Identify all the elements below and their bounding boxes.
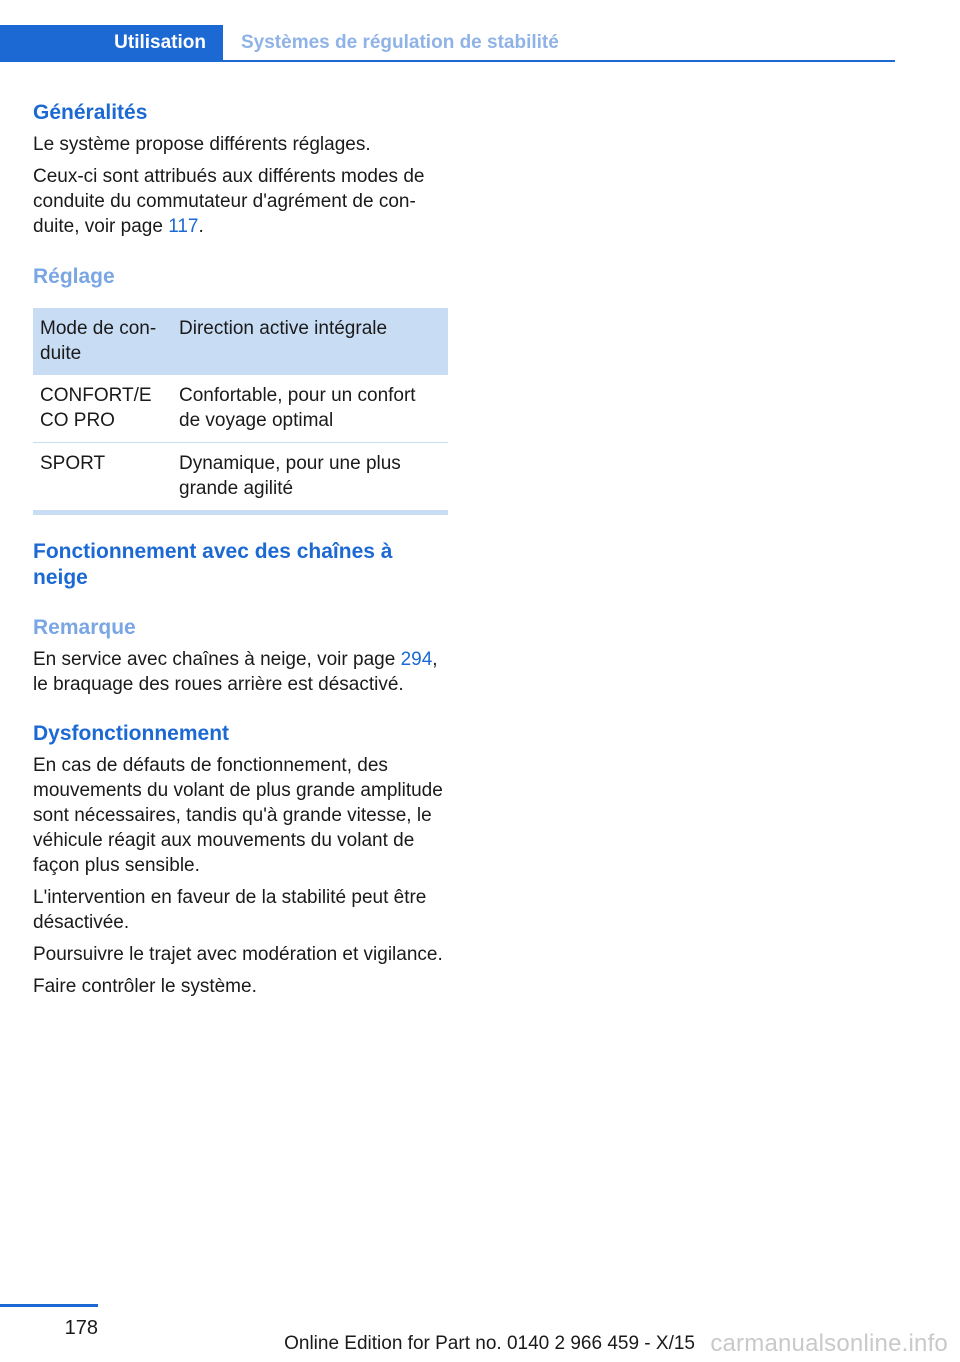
heading-generalites: Généralités <box>33 101 148 124</box>
watermark: carmanualsonline.info <box>710 1330 948 1357</box>
paragraph: Le système propose différents réglages. <box>33 134 371 155</box>
heading-reglage: Réglage <box>33 265 115 288</box>
heading-remarque: Remarque <box>33 616 136 639</box>
heading-dysfonctionnement: Dysfonctionnement <box>33 722 230 745</box>
table-cell: Confortable, pour un confort de voyage optimal <box>179 385 416 431</box>
table-row <box>33 443 448 513</box>
page-link-294[interactable]: 294 <box>400 649 433 670</box>
header-rule <box>0 60 895 62</box>
footer-rule <box>0 1304 98 1307</box>
settings-table <box>33 308 448 515</box>
paragraph: En service avec chaînes à neige, voir page 294, le braquage des roues arrière est désactivé. <box>33 649 438 695</box>
page-number: 178 <box>64 1317 98 1339</box>
table-cell: Dynamique, pour une plus grande agilité <box>179 453 401 499</box>
page-content <box>33 100 448 999</box>
table-header-cell: Mode de conduite <box>40 318 157 364</box>
paragraph: En cas de défauts de fonctionnement, des mouvements du volant de plus grande amplitude sont nécessaires, tandis qu'à grande vitesse, le véhicule réagit aux mouvements du volant de façon plus sensible. <box>33 755 443 876</box>
paragraph: Poursuivre le trajet avec modération et vigilance. <box>33 944 443 965</box>
paragraph: Faire contrôler le système. <box>33 976 257 997</box>
paragraph: Ceux-ci sont attribués aux différents modes de conduite du commutateur d'agrément de conduite, voir page 117. <box>33 166 425 237</box>
section-tab[interactable]: Utilisation <box>0 25 223 61</box>
table-header-row <box>33 308 448 375</box>
table-cell: SPORT <box>40 453 106 474</box>
page-header <box>0 25 895 63</box>
edition-note: Online Edition for Part no. 0140 2 966 459 - X/15 <box>284 1333 695 1354</box>
table-header-cell: Direction active intégrale <box>179 318 388 339</box>
paragraph: L'intervention en faveur de la stabilité peut être désactivée. <box>33 887 427 933</box>
heading-chaines: Fonctionnement avec des chaînes à neige <box>33 540 393 589</box>
table-row <box>33 375 448 443</box>
table-cell: CONFORT/E CO PRO <box>40 385 152 431</box>
chapter-title: Systèmes de régulation de stabilité <box>241 32 559 53</box>
page-link-117[interactable]: 117 <box>168 216 199 237</box>
